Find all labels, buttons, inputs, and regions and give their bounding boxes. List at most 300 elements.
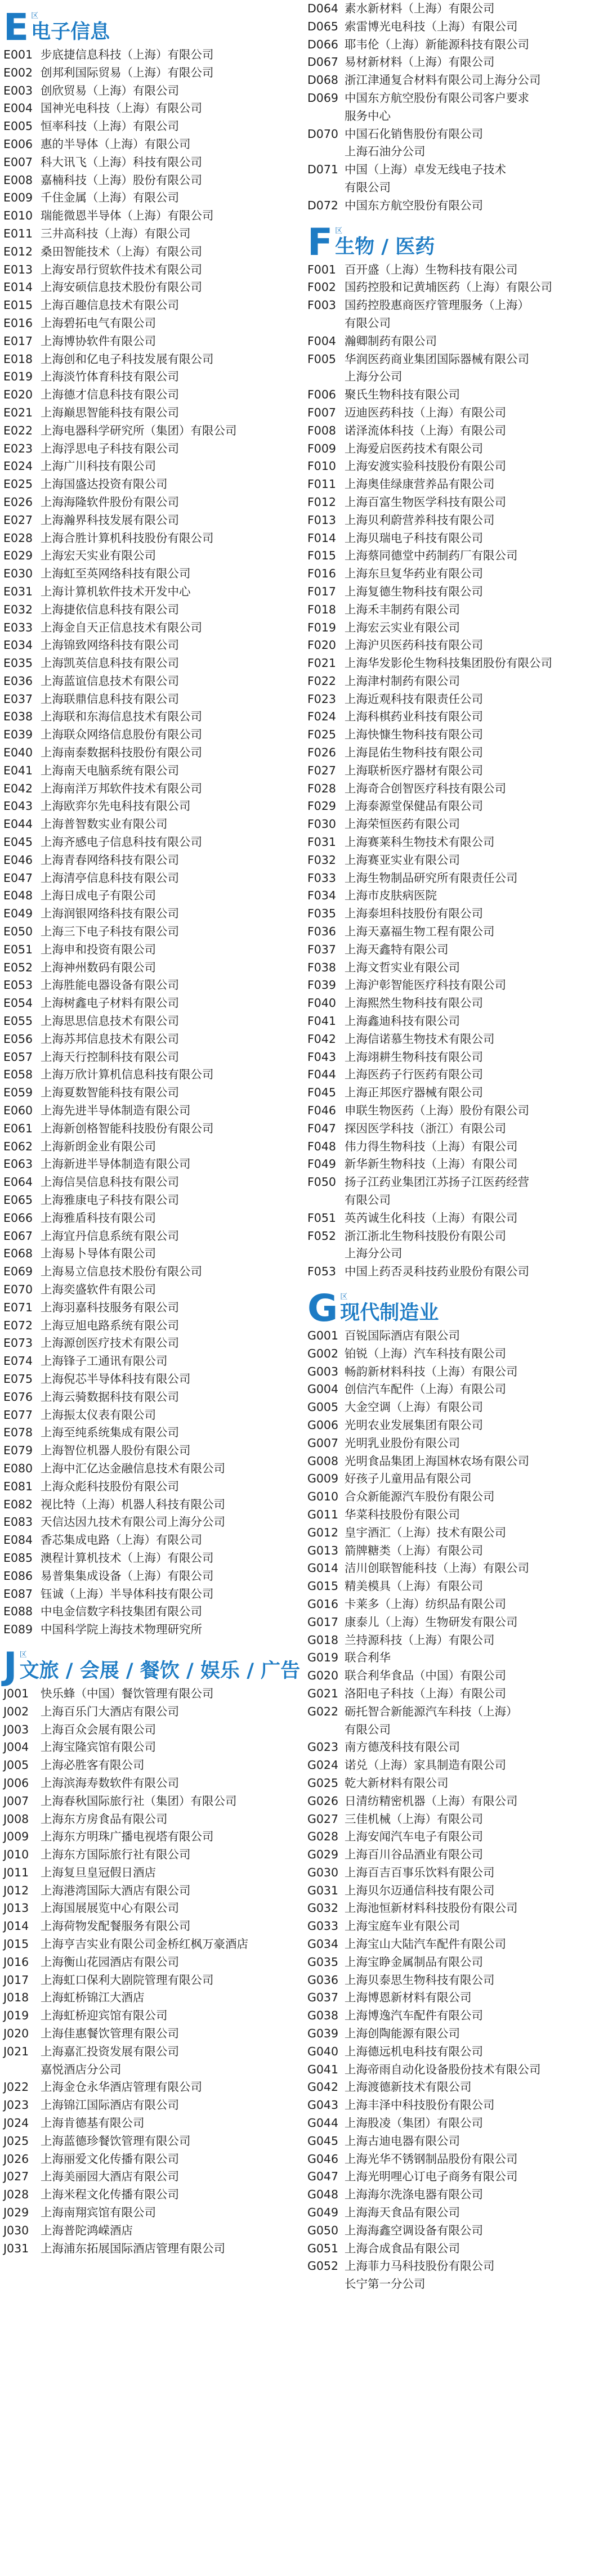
booth-code: E067 [3, 1229, 33, 1243]
booth-code: F004 [307, 334, 336, 348]
company-name: 浙江浙北生物科技股份有限公司 上海分公司 [345, 1229, 506, 1261]
booth-code: J005 [3, 1758, 29, 1772]
directory-entry [0, 315, 298, 333]
booth-code: F047 [307, 1121, 336, 1135]
booth-code: G035 [307, 1955, 339, 1969]
directory-entry [304, 530, 602, 548]
company-name: 箭牌糖类（上海）有限公司 [345, 1543, 483, 1557]
booth-code: J028 [3, 2188, 29, 2202]
company-name: 上海申和投资有限公司 [41, 942, 156, 956]
directory-entry [304, 2222, 602, 2240]
booth-code: F011 [307, 477, 336, 491]
directory-entry [304, 1775, 602, 1793]
booth-code: F031 [307, 835, 336, 849]
booth-code: J025 [3, 2134, 29, 2148]
booth-code: F025 [307, 728, 336, 742]
booth-code: F043 [307, 1050, 336, 1064]
directory-entry [304, 2240, 602, 2258]
booth-code: G050 [307, 2223, 339, 2237]
booth-code: G024 [307, 1758, 339, 1772]
booth-code: F018 [307, 602, 336, 616]
booth-code: G039 [307, 2027, 339, 2041]
booth-code: F009 [307, 441, 336, 455]
directory-entry [0, 923, 298, 941]
booth-code: E079 [3, 1444, 33, 1458]
company-name: 中国东方航空股份有限公司客户要求 服务中心 [345, 91, 529, 123]
booth-code: F016 [307, 567, 336, 581]
booth-code: E010 [3, 209, 33, 223]
company-name: 上海思思信息技术有限公司 [41, 1014, 179, 1028]
directory-entry [0, 297, 298, 315]
company-name: 上海虹至英网络科技有限公司 [41, 567, 191, 581]
directory-entry [304, 0, 602, 18]
directory-column-left [0, 0, 301, 2257]
booth-code: E024 [3, 459, 33, 473]
booth-code: J016 [3, 1955, 29, 1969]
booth-code: E037 [3, 692, 33, 706]
directory-entry [304, 422, 602, 440]
company-name: 上海昆佑生物科技有限公司 [345, 746, 483, 760]
booth-code: E013 [3, 262, 33, 276]
booth-code: F002 [307, 280, 336, 294]
booth-code: G007 [307, 1436, 339, 1450]
company-name: 上海必胜客有限公司 [41, 1758, 145, 1772]
booth-code: J006 [3, 1776, 29, 1790]
company-name: 康泰儿（上海）生物研发有限公司 [345, 1615, 518, 1629]
company-name: 上海宜丹信息系统有限公司 [41, 1229, 179, 1243]
directory-entry [304, 1899, 602, 1918]
directory-entry [0, 1811, 298, 1829]
company-name: 上海佳惠餐饮管理有限公司 [41, 2027, 179, 2041]
company-name: 精美模具（上海）有限公司 [345, 1579, 483, 1593]
booth-code: F020 [307, 638, 336, 652]
booth-code: G001 [307, 1328, 339, 1342]
booth-code: J020 [3, 2027, 29, 2041]
company-name: 上海津村制药有限公司 [345, 674, 460, 688]
directory-entry [304, 870, 602, 888]
section-header [0, 0, 298, 49]
booth-code: E087 [3, 1587, 33, 1601]
directory-entry [304, 1936, 602, 1954]
directory-entry [0, 780, 298, 798]
booth-code: G027 [307, 1812, 339, 1826]
company-name: 上海安闻汽车电子有限公司 [345, 1830, 483, 1844]
booth-code: J009 [3, 1830, 29, 1844]
booth-code: E008 [3, 173, 33, 187]
directory-entry [0, 1209, 298, 1227]
booth-code: F042 [307, 1032, 336, 1046]
booth-code: E036 [3, 674, 33, 688]
booth-code: E076 [3, 1390, 33, 1404]
directory-entry [0, 2096, 298, 2114]
directory-entry [304, 994, 602, 1013]
company-name: 上海医药子行医药有限公司 [345, 1068, 483, 1082]
directory-entry [0, 887, 298, 905]
directory-entry [0, 1245, 298, 1263]
booth-code: E043 [3, 799, 33, 813]
booth-code: E086 [3, 1569, 33, 1583]
booth-code: J012 [3, 1883, 29, 1897]
directory-entry [304, 1417, 602, 1435]
directory-entry [304, 1049, 602, 1067]
company-name: 上海先进半导体制造有限公司 [41, 1104, 191, 1118]
booth-code: G019 [307, 1651, 339, 1665]
company-name: 易材新材料（上海）有限公司 [345, 55, 495, 69]
company-name: 上海海尔洗涤电器有限公司 [345, 2188, 483, 2202]
directory-entry [0, 852, 298, 870]
directory-entry [304, 1381, 602, 1399]
booth-code: G014 [307, 1561, 339, 1575]
company-name: 上海锦江国际酒店有限公司 [41, 2098, 179, 2112]
booth-code: G030 [307, 1865, 339, 1879]
company-name: 国神光电科技（上海）有限公司 [41, 101, 202, 115]
company-name: 上海贝利蔚营养科技有限公司 [345, 513, 495, 527]
section-header [0, 1639, 301, 1688]
section-entries [304, 0, 602, 215]
directory-entry [0, 279, 298, 297]
company-name: 上海新朗金业有限公司 [41, 1139, 156, 1153]
directory-entry [304, 89, 602, 126]
booth-code: J001 [3, 1686, 29, 1700]
company-name: 南方德茂科技有限公司 [345, 1740, 460, 1754]
company-name: 嘉楠科技（上海）股份有限公司 [41, 173, 202, 187]
company-name: 瀚卿制药有限公司 [345, 334, 437, 348]
directory-entry [0, 1793, 298, 1811]
company-name: 上海天嘉福生物工程有限公司 [345, 925, 495, 939]
directory-entry [0, 1496, 298, 1514]
company-name: 上海百富生物医学科技有限公司 [345, 495, 506, 509]
booth-code: G049 [307, 2206, 339, 2220]
directory-entry [0, 1621, 298, 1639]
company-name: 上海宝睁金属制品有限公司 [345, 1955, 483, 1969]
directory-entry [304, 1363, 602, 1381]
directory-entry [0, 1120, 298, 1138]
booth-code: J031 [3, 2241, 29, 2255]
booth-code: E040 [3, 746, 33, 760]
company-name: 上海鑫迪科技有限公司 [345, 1014, 460, 1028]
company-name: 新华新生物科技（上海）有限公司 [345, 1157, 518, 1171]
booth-code: E020 [3, 388, 33, 402]
directory-entry [304, 1632, 602, 1650]
booth-code: G010 [307, 1490, 339, 1504]
directory-entry [0, 351, 298, 369]
booth-code: E064 [3, 1175, 33, 1189]
company-name: 上海渡德新技术有限公司 [345, 2080, 472, 2094]
booth-code: D068 [307, 73, 338, 87]
directory-entry [0, 994, 298, 1013]
directory-column-right [304, 0, 602, 2293]
booth-code: F046 [307, 1104, 336, 1118]
directory-entry [304, 1560, 602, 1578]
booth-code: E025 [3, 477, 33, 491]
directory-entry [304, 2078, 602, 2096]
company-name: 上海信诺慕生物技术有限公司 [345, 1032, 495, 1046]
company-name: 上海沪贝医药科技有限公司 [345, 638, 483, 652]
company-name: 上海国盛达投资有限公司 [41, 477, 168, 491]
company-name: 上海奇合创智医疗科技有限公司 [345, 781, 506, 795]
booth-code: E053 [3, 978, 33, 992]
company-name: 上海清亭信息科技有限公司 [41, 871, 179, 885]
company-name: 上海百吉百事乐饮料有限公司 [345, 1865, 495, 1879]
directory-entry [0, 2133, 298, 2151]
company-name: 视比特（上海）机器人科技有限公司 [41, 1497, 225, 1511]
booth-code: G051 [307, 2241, 339, 2255]
booth-code: F006 [307, 388, 336, 402]
company-name: 上海百川谷品酒业有限公司 [345, 1848, 483, 1862]
company-name: 创邦利国际贸易（上海）有限公司 [41, 65, 214, 79]
directory-entry [304, 1685, 602, 1703]
directory-entry [304, 1327, 602, 1345]
booth-code: F015 [307, 549, 336, 563]
company-name: 洛阳电子科技（上海）有限公司 [345, 1686, 506, 1700]
directory-entry [0, 1757, 298, 1775]
directory-entry [304, 673, 602, 691]
directory-entry [304, 1596, 602, 1614]
directory-entry [304, 2007, 602, 2025]
directory-entry [0, 1775, 298, 1793]
booth-code: G026 [307, 1794, 339, 1808]
booth-code: E073 [3, 1336, 33, 1350]
directory-entry [0, 959, 298, 977]
company-name: 上海海隆软件股份有限公司 [41, 495, 179, 509]
company-name: 上海沪彰智能医疗科技有限公司 [345, 978, 506, 992]
directory-entry [304, 351, 602, 387]
directory-entry [0, 172, 298, 190]
directory-section [304, 215, 602, 1281]
section-header [304, 1281, 602, 1330]
booth-code: J022 [3, 2080, 29, 2094]
company-name: 上海爱启医药技术有限公司 [345, 441, 483, 455]
booth-code: E082 [3, 1497, 33, 1511]
directory-entry [0, 1406, 298, 1424]
company-name: 上海亨吉实业有限公司金桥红枫万豪酒店 [41, 1937, 248, 1951]
booth-code: G008 [307, 1454, 339, 1468]
company-name: 科大讯飞（上海）科技有限公司 [41, 155, 202, 169]
company-name: 上海安昂行贸软件技术有限公司 [41, 262, 202, 276]
company-name: 上海蓝谊信息技术有限公司 [41, 674, 179, 688]
directory-entry [0, 1191, 298, 1209]
directory-entry [304, 36, 602, 54]
directory-entry [304, 197, 602, 215]
booth-code: E009 [3, 191, 33, 205]
booth-code: E039 [3, 728, 33, 742]
directory-entry [0, 46, 298, 64]
directory-entry [0, 2186, 298, 2204]
booth-code: E089 [3, 1623, 33, 1637]
company-name: 上海巅思智能科技有限公司 [41, 405, 179, 419]
booth-code: G009 [307, 1472, 339, 1486]
booth-code: J015 [3, 1937, 29, 1951]
booth-code: G038 [307, 2009, 339, 2023]
directory-entry [0, 100, 298, 118]
booth-code: F040 [307, 996, 336, 1010]
company-name: 上海金仓永华酒店管理有限公司 [41, 2080, 202, 2094]
directory-entry [0, 1388, 298, 1406]
company-name: 上海倪芯半导体科技有限公司 [41, 1372, 191, 1386]
directory-entry [304, 1864, 602, 1882]
booth-code: E075 [3, 1372, 33, 1386]
directory-entry [304, 1435, 602, 1453]
booth-code: E015 [3, 298, 33, 312]
directory-entry [0, 2025, 298, 2043]
directory-entry [0, 82, 298, 100]
company-name: 上海创陶能源有限公司 [345, 2027, 460, 2041]
directory-entry [0, 440, 298, 458]
company-name: 上海联析医疗器材有限公司 [345, 763, 483, 777]
company-name: 上海米程文化传播有限公司 [41, 2188, 179, 2202]
company-name: 畅韵新材料科技（上海）有限公司 [345, 1364, 518, 1378]
company-name: 百开盛（上海）生物科技有限公司 [345, 262, 518, 276]
directory-entry [0, 422, 298, 440]
directory-entry [304, 887, 602, 905]
booth-code: D067 [307, 55, 338, 69]
directory-entry [304, 1209, 602, 1227]
booth-code: E026 [3, 495, 33, 509]
directory-entry [0, 1370, 298, 1388]
booth-code: G016 [307, 1597, 339, 1611]
section-entries [0, 1685, 298, 2258]
section-letter: G [307, 1286, 337, 1330]
company-name: 上海宝山大陆汽车配件有限公司 [345, 1937, 506, 1951]
company-name: 上海凯英信息科技有限公司 [41, 656, 179, 670]
booth-code: E062 [3, 1139, 33, 1153]
company-name: 上海胜能电器设备有限公司 [41, 978, 179, 992]
company-name: 光明食品集团上海国林农场有限公司 [345, 1454, 529, 1468]
directory-entry [304, 1399, 602, 1417]
company-name: 上海创和亿电子科技发展有限公司 [41, 352, 214, 366]
company-name: 中国科学院上海技术物理研究所 [41, 1623, 202, 1637]
directory-entry [0, 637, 298, 655]
company-name: 上海至纯系统集成有限公司 [41, 1426, 179, 1440]
company-name: 上海淡竹体育科技有限公司 [41, 370, 179, 384]
company-name: 上海古迪电器有限公司 [345, 2134, 460, 2148]
directory-entry [304, 261, 602, 279]
directory-entry [304, 1542, 602, 1560]
booth-code: G042 [307, 2080, 339, 2094]
company-name: 上海普陀鸿嵘酒店 [41, 2223, 133, 2237]
booth-code: E045 [3, 835, 33, 849]
booth-code: J018 [3, 1991, 29, 2005]
directory-entry [304, 565, 602, 583]
directory-entry [0, 512, 298, 530]
company-name: 上海丽爱文化传播有限公司 [41, 2152, 179, 2166]
company-name: 上海生物制品研究所有限责任公司 [345, 871, 518, 885]
company-name: 上海浦东拓展国际酒店管理有限公司 [41, 2241, 225, 2255]
company-name: 上海锦致网络科技有限公司 [41, 638, 179, 652]
company-name: 钰诚（上海）半导体科技有限公司 [41, 1587, 214, 1601]
booth-code: D064 [307, 2, 338, 15]
company-name: 上海滨海寿数软件有限公司 [41, 1776, 179, 1790]
booth-code: J030 [3, 2223, 29, 2237]
directory-entry [304, 2114, 602, 2133]
directory-entry [0, 1102, 298, 1120]
company-name: 上海股凌（集团）有限公司 [345, 2116, 483, 2130]
company-name: 华润医药商业集团国际器械有限公司 上海分公司 [345, 352, 529, 384]
company-name: 上海赛亚实业有限公司 [345, 853, 460, 867]
directory-entry [304, 1345, 602, 1363]
company-name: 诺泽流体科技（上海）有限公司 [345, 423, 506, 437]
company-name: 上海源创医疗技术有限公司 [41, 1336, 179, 1350]
booth-code: E003 [3, 83, 33, 97]
booth-code: G005 [307, 1400, 339, 1414]
booth-code: E006 [3, 137, 33, 151]
company-name: 上海百乐门大酒店有限公司 [41, 1704, 179, 1718]
company-name: 上海泰坦科技股份有限公司 [345, 907, 483, 921]
company-name: 乾大新材料有限公司 [345, 1776, 449, 1790]
company-name: 上海百趣信息技术有限公司 [41, 298, 179, 312]
booth-code: G048 [307, 2188, 339, 2202]
company-name: 上海衡山花园酒店有限公司 [41, 1955, 179, 1969]
company-name: 上海光华不锈钢制品股份有限公司 [345, 2152, 518, 2166]
company-name: 大金空调（上海）有限公司 [345, 1400, 483, 1414]
directory-entry [0, 798, 298, 816]
company-name: 上海金自天正信息技术有限公司 [41, 620, 202, 634]
section-entries [304, 1327, 602, 2293]
company-name: 联合利华食品（中国）有限公司 [345, 1669, 506, 1683]
booth-code: F037 [307, 942, 336, 956]
directory-entry [304, 941, 602, 959]
directory-entry [304, 976, 602, 994]
directory-entry [0, 834, 298, 852]
directory-entry [0, 816, 298, 834]
company-name: 上海菲力马科技股份有限公司 长宁第一分公司 [345, 2259, 495, 2291]
booth-code: F051 [307, 1211, 336, 1225]
booth-code: G006 [307, 1418, 339, 1432]
booth-code: E081 [3, 1479, 33, 1493]
directory-entry [304, 547, 602, 565]
company-name: 光明农业发展集团有限公司 [345, 1418, 483, 1432]
booth-code: F007 [307, 405, 336, 419]
company-name: 国药控股惠商医疗管理服务（上海） 有限公司 [345, 298, 529, 330]
booth-code: G021 [307, 1686, 339, 1700]
booth-code: G043 [307, 2098, 339, 2112]
directory-entry [304, 126, 602, 162]
directory-entry [304, 637, 602, 655]
section-title: 生物 / 医药 [335, 235, 435, 258]
booth-code: E066 [3, 1211, 33, 1225]
company-name: 上海宏云实业有限公司 [345, 620, 460, 634]
directory-entry [0, 494, 298, 512]
directory-entry [304, 2043, 602, 2061]
company-name: 卡莱多（上海）纺织品有限公司 [345, 1597, 506, 1611]
booth-code: G003 [307, 1364, 339, 1378]
directory-entry [0, 225, 298, 243]
directory-entry [304, 1120, 602, 1138]
company-name: 恒率科技（上海）有限公司 [41, 119, 179, 133]
directory-entry [0, 189, 298, 207]
directory-entry [304, 279, 602, 297]
company-name: 上海三下电子科技有限公司 [41, 925, 179, 939]
company-name: 上海润银网络科技有限公司 [41, 907, 179, 921]
booth-code: J007 [3, 1794, 29, 1808]
booth-code: J011 [3, 1865, 29, 1879]
company-name: 素水新材料（上海）有限公司 [345, 2, 495, 15]
company-name: 铂锐（上海）汽车科技有限公司 [345, 1346, 506, 1360]
booth-code: F010 [307, 459, 336, 473]
company-name: 上海东方国际旅行社有限公司 [41, 1848, 191, 1862]
directory-entry [304, 2096, 602, 2114]
company-name: 上海海天食品有限公司 [345, 2206, 460, 2220]
company-name: 上海翊耕生物科技有限公司 [345, 1050, 483, 1064]
company-name: 华菜科技股份有限公司 [345, 1507, 460, 1521]
company-name: 上海科棋药业科技有限公司 [345, 710, 483, 724]
company-name: 创欣贸易（上海）有限公司 [41, 83, 179, 97]
company-name: 上海万欣计算机信息科技有限公司 [41, 1068, 214, 1082]
company-name: 上海丰泽中科技股份有限公司 [345, 2098, 495, 2112]
booth-code: E078 [3, 1426, 33, 1440]
booth-code: E032 [3, 602, 33, 616]
directory-entry [304, 2168, 602, 2186]
